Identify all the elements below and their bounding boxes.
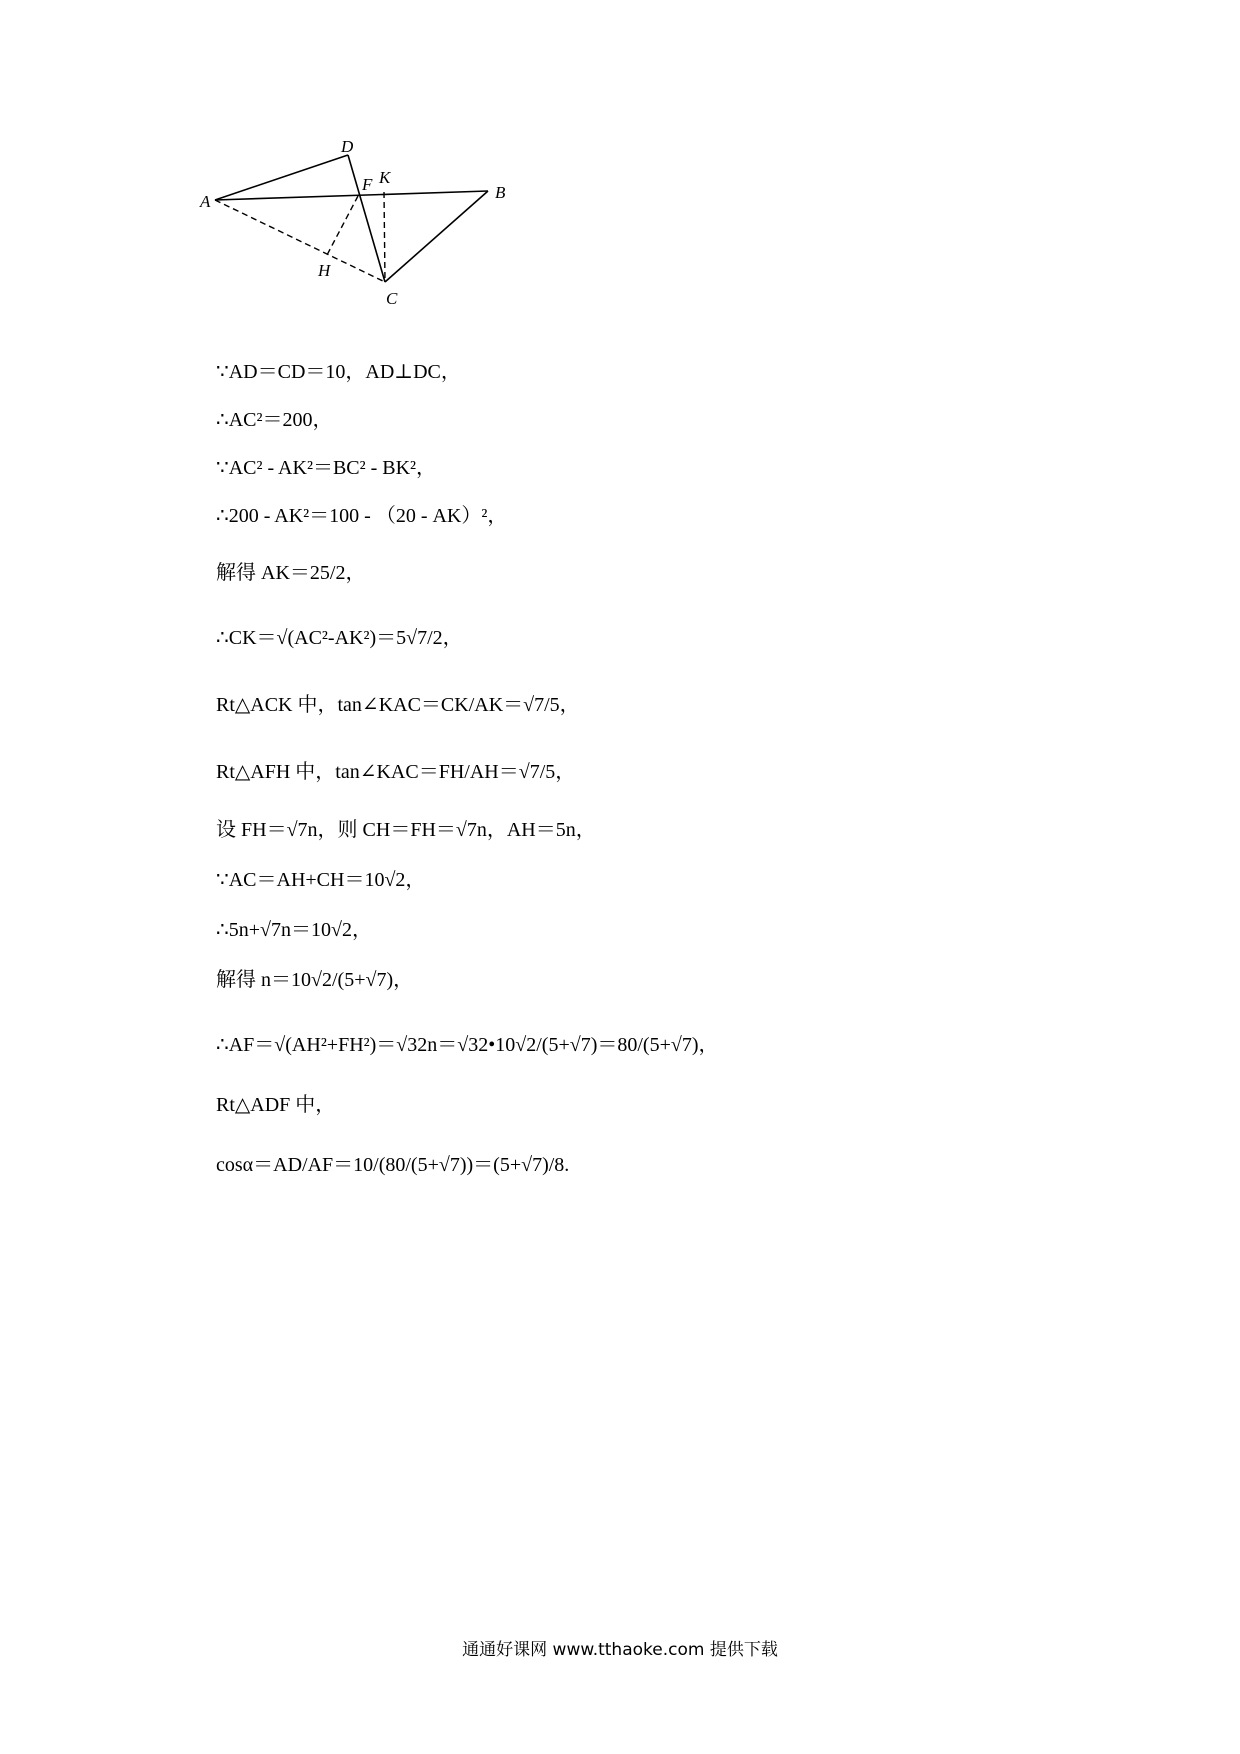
solution-line-1: ∵AD＝CD＝10，AD⊥DC，: [216, 361, 461, 383]
solution-line-6: ∴CK＝√(AC²‑AK²)＝5√7/2，: [216, 627, 463, 649]
solution-line-11: ∴5n+√7n＝10√2，: [216, 919, 372, 941]
label-A: A: [200, 192, 211, 211]
label-B: B: [495, 183, 506, 202]
solution-line-15: cosα＝AD/AF＝10/(80/(5+√7))＝(5+√7)/8.: [216, 1154, 570, 1176]
solution-line-13: ∴AF＝√(AH²+FH²)＝√32n＝√32•10√2/(5+√7)＝80/(5+√7)，: [216, 1034, 719, 1056]
segment-BC: [385, 191, 488, 282]
segment-AC-dashed: [215, 200, 385, 282]
solution-line-14: Rt△ADF 中，: [216, 1094, 336, 1116]
label-H: H: [318, 261, 331, 280]
solution-line-4: ∴200 ‑ AK²＝100 ‑ （20 ‑ AK）²，: [216, 505, 508, 527]
label-F: F: [362, 175, 373, 194]
page-footer: 通通好课网 www.tthaoke.com 提供下载: [462, 1640, 778, 1660]
solution-line-8: Rt△AFH 中，tan∠KAC＝FH/AH＝√7/5，: [216, 761, 576, 783]
solution-line-3: ∵AC² ‑ AK²＝BC² ‑ BK²，: [216, 457, 437, 479]
label-C: C: [386, 289, 398, 308]
segment-KC-dashed: [384, 192, 385, 282]
solution-line-7: Rt△ACK 中，tan∠KAC＝CK/AK＝√7/5，: [216, 694, 580, 716]
segment-FH-dashed: [327, 196, 358, 255]
label-K: K: [379, 168, 391, 187]
solution-line-9: 设 FH＝√7n，则 CH＝FH＝√7n，AH＝5n，: [216, 819, 596, 841]
geometry-figure: [200, 137, 590, 340]
label-D: D: [341, 137, 354, 156]
solution-line-2: ∴AC²＝200，: [216, 409, 333, 431]
segment-AD: [215, 155, 348, 200]
solution-line-5: 解得 AK＝25/2，: [216, 562, 366, 584]
solution-line-12: 解得 n＝10√2/(5+√7)，: [216, 969, 414, 991]
solution-line-10: ∵AC＝AH+CH＝10√2，: [216, 869, 426, 891]
segment-AB: [215, 191, 488, 200]
